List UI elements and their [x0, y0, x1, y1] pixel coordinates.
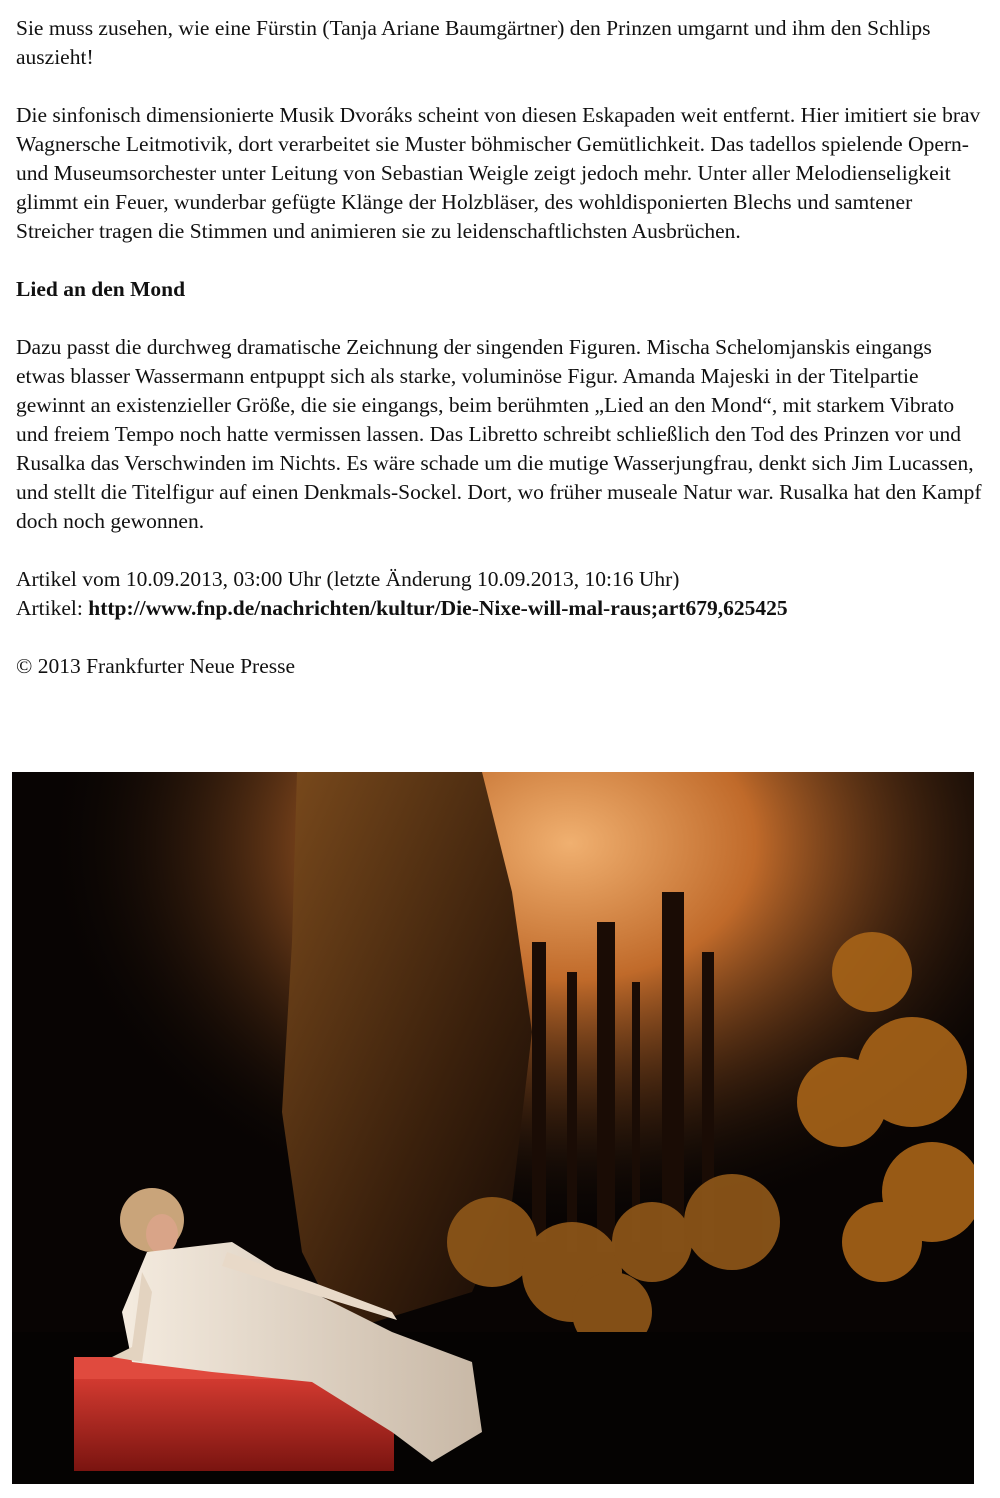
article-url-label: Artikel: [16, 596, 89, 620]
paragraph-singers: Dazu passt die durchweg dramatische Zeichnung der singenden Figuren. Mischa Schelomjanskis eingangs etwas blasser Wassermann entpuppt sich als starke, voluminöse Figur. Amanda Majeski in der Titelpartie gewinnt an existenzieller Größe, die sie eingangs, beim berühmten „Lied an den Mond“, mit starkem Vibrato und freiem Tempo noch hatte vermissen lassen. Das Libretto schreibt schließlich den Tod des Prinzen vor und Rusalka das Verschwinden im Nichts. Es wäre schade um die mutige Wasserjungfrau, denkt sich Jim Lucassen, und stellt die Titelfigur auf einen Denkmals-Sockel. Dort, wo früher museale Natur war. Rusalka hat den Kampf doch noch gewonnen. [16, 335, 982, 533]
stage-photo-icon [12, 772, 974, 1484]
paragraph-music: Die sinfonisch dimensionierte Musik Dvoráks scheint von diesen Eskapaden weit entfernt. Hier imitiert sie brav Wagnersche Leitmotivik, dort verarbeitet sie Muster böhmischer Gemütlichkeit. Das tadellos spielende Opern- und Museumsorchester unter Leitung von Sebastian Weigle zeigt jedoch mehr. Unter aller Melodienseligkeit glimmt ein Feuer, wunderbar gefügte Klänge der Holzbläser, des wohldisponierten Blechs und samtener Streicher tragen die Stimmen und animieren sie zu leidenschaftlichsten Ausbrüchen. [16, 103, 981, 243]
article-url-link[interactable]: http://www.fnp.de/nachrichten/kultur/Die-Nixe-will-mal-raus;art679,625425 [88, 596, 788, 620]
article-meta [16, 565, 984, 623]
article-date: Artikel vom 10.09.2013, 03:00 Uhr (letzte Änderung 10.09.2013, 10:16 Uhr) [16, 567, 680, 591]
stage-photo [12, 772, 974, 1484]
copyright-notice: © 2013 Frankfurter Neue Presse [16, 654, 296, 678]
article-body [16, 14, 984, 710]
section-heading: Lied an den Mond [16, 277, 186, 301]
article-url-line [16, 594, 984, 623]
paragraph-prince: Sie muss zusehen, wie eine Fürstin (Tanja Ariane Baumgärtner) den Prinzen umgarnt und ihm den Schlips auszieht! [16, 16, 931, 69]
